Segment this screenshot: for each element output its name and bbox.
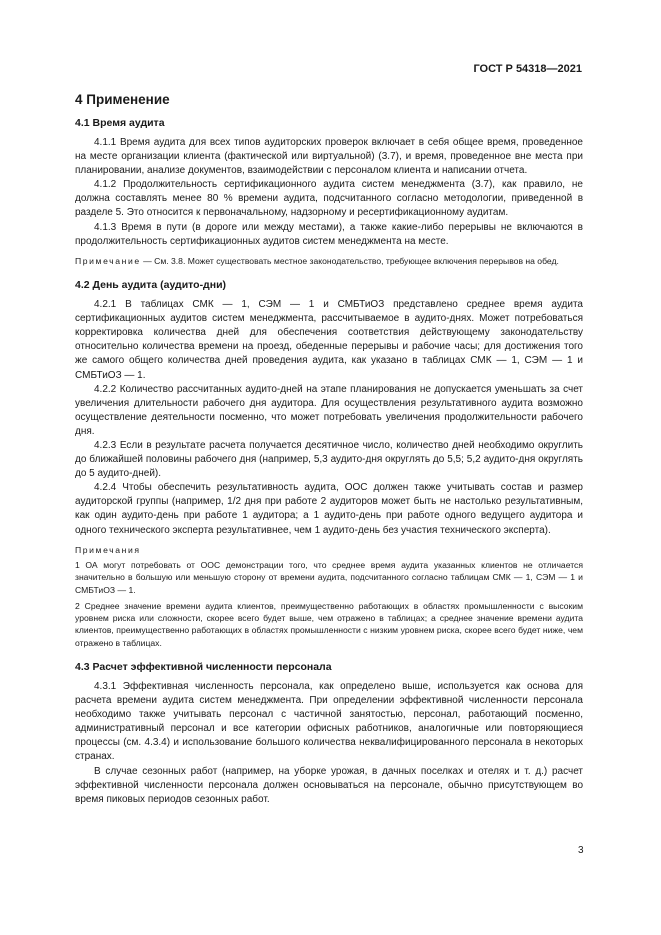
paragraph-4-3-1: 4.3.1 Эффективная численность персонала, как определено выше, используется как основа для расчета времени аудита систем менеджмента. При определении эффективной численности персонала необходимо также учитывать персонал с частичной занятостью, персонал, работающий посменно, административный персонал и все категории офисных работников, аналогичные или повторяющиеся процессы (см. 4.3.4) и использование большого количества неквалифицированного персонала в некоторых странах. [75, 681, 583, 763]
paragraph-4-2-4: 4.2.4 Чтобы обеспечить результативность аудита, ООС должен также учитывать состав и размер аудиторской группы (например, 1/2 дня при работе 2 аудиторов может быть не настолько результативным, как один аудито-день при работе 1 аудитора; а 1 аудито-день при работе одного ведущего аудитора и одного технического эксперта результативнее, чем 1 аудито-день без участия технического эксперта). [75, 482, 583, 536]
paragraph-4-1-3: 4.1.3 Время в пути (в дороге или между местами), а также какие-либо перерывы не включаются в продолжительность сертификационных аудитов систем менеджмента на месте. [75, 221, 583, 247]
section-title: 4 Применение [75, 92, 170, 107]
paragraph-4-2-1: 4.2.1 В таблицах СМК — 1, СЭМ — 1 и СМБТиОЗ представлено среднее время аудита сертификационных аудитов систем менеджмента, рассчитываемое в аудито-днях. Может потребоваться корректировка количества дней для обеспечения соответствия действующему законодательству относительно количества времени на проезд, обеденные перерывы и рабочие часы; для достижения того же самого общего количества дней проведения аудита, как указано в таблицах СМК — 1, СЭМ — 1 и СМБТиОЗ — 1. [75, 299, 583, 381]
page-number: 3 [578, 845, 584, 856]
paragraph-4-1-2: 4.1.2 Продолжительность сертификационного аудита систем менеджмента (3.7), как правило, не должна составлять менее 80 % времени аудита, подсчитанного согласно методологии, приведенной в разделе 5. Это относится к первоначальному, надзорному и ресертификационному аудитам. [75, 179, 583, 219]
paragraph-4-2-2: 4.2.2 Количество рассчитанных аудито-дней на этапе планирования не допускается уменьшать за счет увеличения длительности рабочего дня аудитора. Для осуществления результативного аудита возможно осуществление деятельности посменно, что может потребовать увеличения продолжительности рабочего дня. [75, 383, 583, 437]
note-4-1 [75, 255, 583, 267]
note-4-2-2: 2 Среднее значение времени аудита клиентов, преимущественно работающих в областях промышленности с высоким уровнем риска или сложности, скорее всего будет выше, чем отражено в таблицах; а среднее значение времени аудита клиентов, преимущественно работающих в областях промышленности с низким уровнем риска, скорее всего будет ниже, чем отражено в таблицах. [75, 600, 583, 648]
subsection-title-4-2: 4.2 День аудита (аудито-дни) [75, 279, 227, 292]
subsection-title-4-1: 4.1 Время аудита [75, 117, 165, 129]
paragraph-4-2-3: 4.2.3 Если в результате расчета получается десятичное число, количество дней необходимо округлить до ближайшей половины рабочего дня (например, 5,3 аудито-дня округлять до 5,5; 5,2 аудито-дня округлять до 5 аудито-дней). [75, 439, 583, 480]
note-label: Примечание [75, 255, 141, 266]
paragraph-4-1-1: 4.1.1 Время аудита для всех типов аудиторских проверок включает в себя общее время, проведенное на месте организации клиента (фактической или виртуальной) (3.7), и время, проведенное вне места при планировании, анализе документов, взаимодействии с персоналом клиента и написании отчета. [75, 137, 583, 177]
note-text: — См. 3.8. Может существовать местное законодательство, требующее включения перерывов на обед. [140, 255, 559, 266]
note-4-2-1: 1 ОА могут потребовать от ООС демонстрации того, что среднее время аудита указанных клиентов не отличается значительно в большую или меньшую сторону от времени аудита, подсчитанного согласно таблицам СМК — 1, СЭМ — 1 и СМБТиОЗ — 1. [75, 559, 583, 595]
paragraph-seasonal-work: В случае сезонных работ (например, на уборке урожая, в дачных поселках и отелях и т. д.) расчет эффективной численности персонала должен основываться на персонале, обычно присутствующем во время пиковых периодов сезонных работ. [75, 765, 583, 805]
subsection-title-4-3: 4.3 Расчет эффективной численности персонала [75, 661, 332, 674]
notes-label: Примечания [75, 544, 141, 555]
standard-header: ГОСТ Р 54318—2021 [473, 63, 582, 75]
page-content [75, 92, 583, 807]
